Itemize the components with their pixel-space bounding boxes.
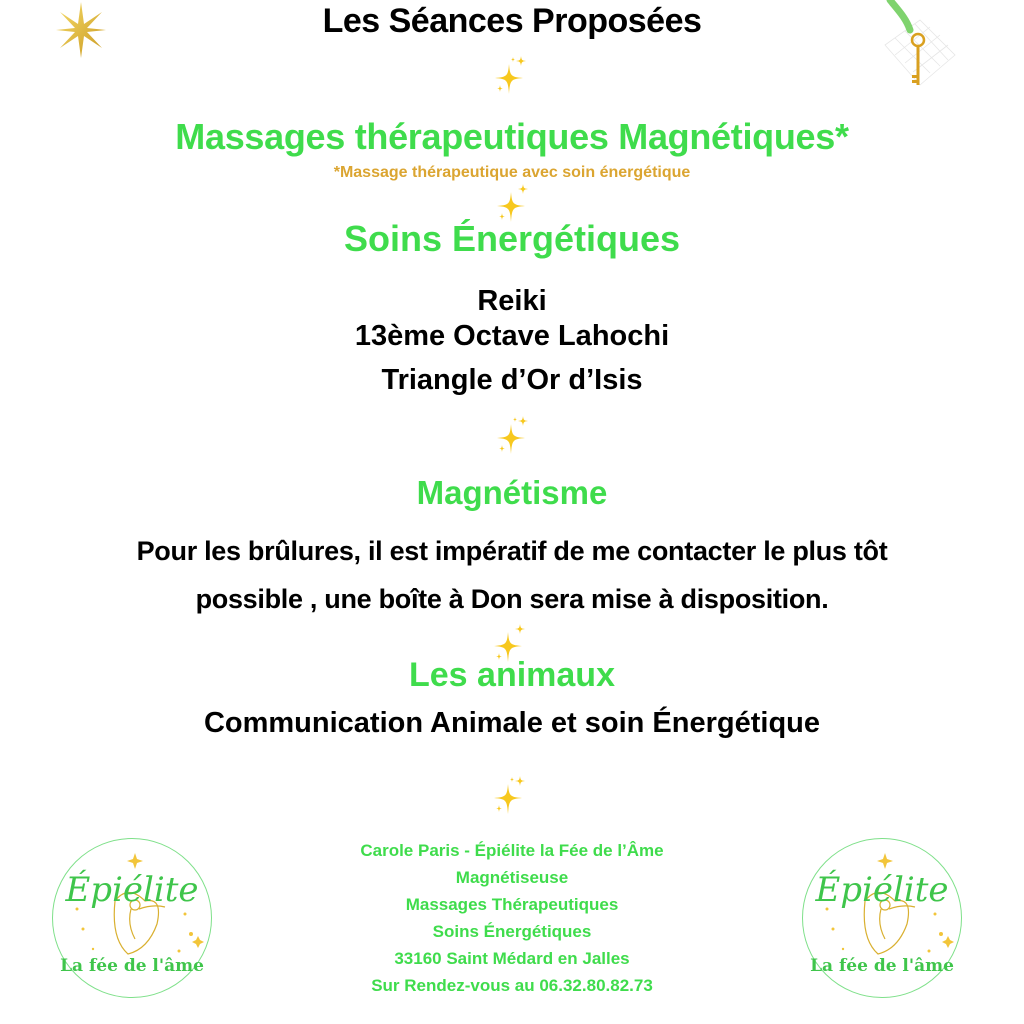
massages-heading: Massages thérapeutiques Magnétiques* bbox=[175, 116, 849, 157]
logo-left bbox=[52, 838, 212, 998]
sparkle-icon bbox=[489, 412, 539, 462]
massages-note: *Massage thérapeutique avec soin énergétique bbox=[333, 164, 691, 181]
animaux-heading: Les animaux bbox=[409, 656, 615, 694]
footer-name: Carole Paris - Épiélite la Fée de l’Âme bbox=[360, 841, 664, 860]
sparkle-icon bbox=[486, 772, 536, 822]
magnetisme-text-line1: Pour les brûlures, il est impératif de me contacter le plus tôt bbox=[136, 536, 888, 566]
footer-phone: Sur Rendez-vous au 06.32.80.82.73 bbox=[371, 976, 653, 995]
soins-item-lahochi: 13ème Octave Lahochi bbox=[354, 320, 670, 352]
footer-soins: Soins Énergétiques bbox=[432, 922, 592, 941]
animaux-text: Communication Animale et soin Énergétique bbox=[203, 707, 821, 739]
page-title: Les Séances Proposées bbox=[322, 2, 702, 40]
fairy-logo-icon bbox=[803, 839, 961, 997]
svg-text:Épiélite: Épiélite bbox=[65, 870, 199, 910]
magnetisme-text-line2: possible , une boîte à Don sera mise à disposition. bbox=[195, 584, 829, 614]
soins-item-isis: Triangle d’Or d’Isis bbox=[381, 364, 643, 396]
soins-item-reiki: Reiki bbox=[477, 285, 547, 317]
svg-text:La fée de l'âme: La fée de l'âme bbox=[810, 956, 954, 976]
logo-right bbox=[802, 838, 962, 998]
footer-massages: Massages Thérapeutiques bbox=[405, 895, 619, 914]
footer-role: Magnétiseuse bbox=[455, 868, 569, 887]
svg-text:La fée de l'âme: La fée de l'âme bbox=[60, 956, 204, 976]
sparkle-icon bbox=[487, 52, 537, 102]
footer-address: 33160 Saint Médard en Jalles bbox=[394, 949, 630, 968]
fairy-logo-icon bbox=[53, 839, 211, 997]
svg-text:Épiélite: Épiélite bbox=[815, 870, 949, 910]
magnetisme-heading: Magnétisme bbox=[416, 474, 608, 511]
soins-heading: Soins Énergétiques bbox=[343, 218, 681, 259]
